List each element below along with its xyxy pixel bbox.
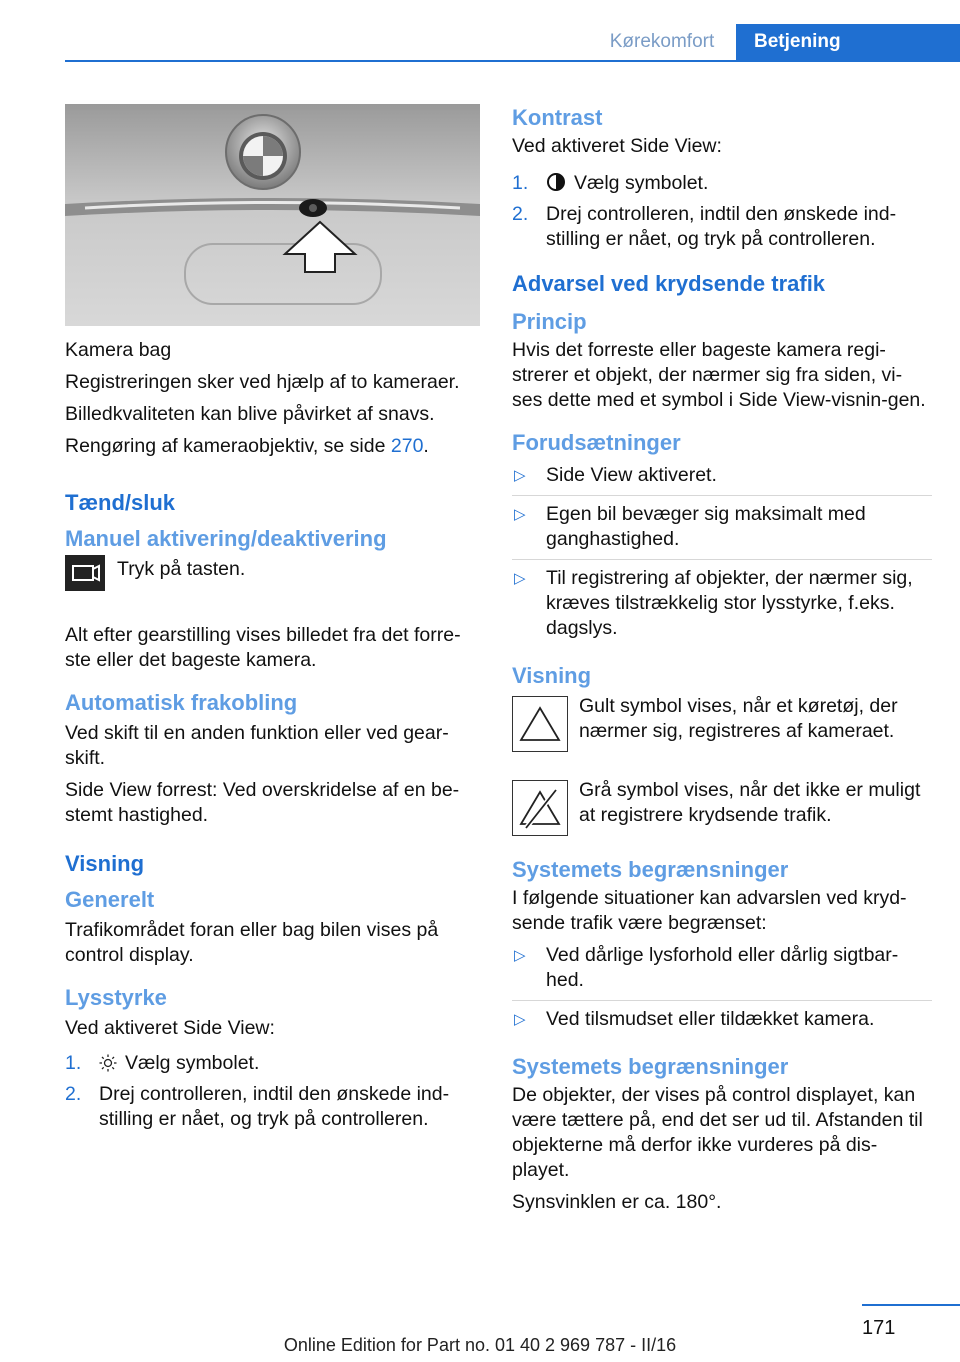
- text-begraensninger-2: De objekter, der vises på control displayet, kan være tættere på, end det ser ud til. Afstanden til objekterne må derfor ikke vurderes på dis-playet.: [512, 1084, 923, 1181]
- text-trafikomraade: Trafikområdet foran eller bag bilen vises på control display.: [65, 919, 439, 966]
- heading-automatisk: Automatisk frakobling: [65, 690, 298, 715]
- contrast-icon: [546, 172, 566, 192]
- button-instruction: [65, 557, 480, 609]
- bullet-triangle-icon: ▷: [514, 467, 526, 484]
- text-gearstilling: Alt efter gearstilling vises billedet fra det forre-ste eller det bageste kamera.: [65, 624, 461, 671]
- tab-korekomfort[interactable]: Kørekomfort: [609, 31, 715, 52]
- lysstyrke-steps: [65, 1051, 480, 1132]
- heading-visning-right: Visning: [512, 663, 592, 688]
- grey-symbol-row: [512, 778, 932, 838]
- gult-symbol-text: Gult symbol vises, når et køretøj, der nærmer sig, registreres af kameraet.: [579, 695, 898, 742]
- text-image-quality: Billedkvaliteten kan blive påvirket af snavs.: [65, 403, 435, 425]
- rear-camera-photo: [65, 104, 480, 326]
- cleaning-suffix: .: [423, 435, 429, 457]
- tab-betjening[interactable]: Betjening: [736, 24, 960, 60]
- list-item: [512, 463, 932, 496]
- bullet-text: Ved tilsmudset eller tildækket kamera.: [546, 1008, 875, 1030]
- list-item: [512, 171, 932, 196]
- cleaning-prefix: Rengøring af kameraobjektiv, se side: [65, 435, 391, 457]
- step-number: 2.: [512, 203, 529, 225]
- page-number: 171: [862, 1317, 896, 1339]
- step-text: Vælg symbolet.: [125, 1052, 260, 1074]
- heading-princip: Princip: [512, 309, 587, 334]
- camera-button-icon: [65, 555, 105, 591]
- heading-visning: Visning: [65, 851, 145, 876]
- text-skift: Ved skift til en anden funktion eller ved gear-skift.: [65, 722, 449, 769]
- text-two-cameras: Registreringen sker ved hjælp af to kameraer.: [65, 371, 460, 393]
- text-begraensninger-1: I følgende situationer kan advarslen ved kryd-sende trafik være begrænset:: [512, 887, 907, 934]
- bullet-triangle-icon: ▷: [514, 1011, 526, 1028]
- heading-generelt: Generelt: [65, 887, 155, 912]
- bullet-text: Egen bil bevæger sig maksimalt med ganghastighed.: [546, 503, 866, 550]
- heading-manuel: Manuel aktivering/deaktivering: [65, 526, 387, 551]
- list-item: [65, 1082, 480, 1132]
- step-text: Drej controlleren, indtil den ønskede ind-stilling er nået, og tryk på controlleren.: [99, 1083, 450, 1130]
- list-item: [512, 566, 932, 648]
- bullet-text: Til registrering af objekter, der nærmer sig, kræves tilstrækkelig stor lysstyrke, f.eks. dagslys.: [546, 567, 913, 639]
- right-column: [512, 104, 932, 1222]
- bullet-triangle-icon: ▷: [514, 947, 526, 964]
- heading-begraensninger-1: Systemets begrænsninger: [512, 857, 789, 882]
- heading-lysstyrke: Lysstyrke: [65, 985, 167, 1010]
- text-lys-side-view: Ved aktiveret Side View:: [65, 1017, 275, 1039]
- page-header: [0, 24, 960, 62]
- heading-begraensninger-2: Systemets begrænsninger: [512, 1054, 789, 1079]
- brightness-icon: [99, 1054, 117, 1072]
- warning-triangle-icon: [512, 696, 568, 752]
- step-number: 2.: [65, 1083, 82, 1105]
- step-number: 1.: [65, 1052, 82, 1074]
- kontrast-steps: [512, 171, 932, 252]
- text-cleaning: [65, 434, 480, 459]
- warning-triangle-crossed-icon: [512, 780, 568, 836]
- text-synsvinkel: Synsvinklen er ca. 180°.: [512, 1191, 722, 1213]
- heading-tend-sluk: Tænd/sluk: [65, 490, 176, 515]
- list-item: [512, 943, 932, 1001]
- graa-symbol-text: Grå symbol vises, når det ikke er muligt at registrere krydsende trafik.: [579, 779, 921, 826]
- photo-caption: Kamera bag: [65, 339, 172, 361]
- bullet-triangle-icon: ▷: [514, 570, 526, 587]
- page-link-270[interactable]: 270: [390, 435, 424, 457]
- heading-advarsel: Advarsel ved krydsende trafik: [512, 271, 826, 296]
- footer-rule: [862, 1304, 960, 1306]
- left-column: [65, 104, 480, 1142]
- heading-kontrast: Kontrast: [512, 105, 603, 130]
- tryk-text: Tryk på tasten.: [117, 558, 246, 580]
- heading-forudsaetninger: Forudsætninger: [512, 430, 681, 455]
- bullet-text: Ved dårlige lysforhold eller dårlig sigtbar-hed.: [546, 944, 899, 991]
- step-number: 1.: [512, 172, 529, 194]
- list-item: [512, 502, 932, 560]
- forudsaetninger-list: [512, 463, 932, 648]
- bullet-text: Side View aktiveret.: [546, 464, 717, 486]
- begraensninger-list: [512, 943, 932, 1039]
- list-item: [512, 1007, 932, 1039]
- step-text: Drej controlleren, indtil den ønskede ind-stilling er nået, og tryk på controlleren.: [546, 203, 897, 250]
- bullet-triangle-icon: ▷: [514, 506, 526, 523]
- list-item: [65, 1051, 480, 1076]
- list-item: [512, 202, 932, 252]
- footer-edition: Online Edition for Part no. 01 40 2 969 787 - II/16: [283, 1335, 677, 1355]
- text-kontrast-side-view: Ved aktiveret Side View:: [512, 135, 722, 157]
- text-side-view: Side View forrest: Ved overskridelse af en be-stemt hastighed.: [65, 779, 460, 826]
- header-rule: [65, 60, 960, 62]
- yellow-symbol-row: [512, 694, 932, 764]
- text-princip: Hvis det forreste eller bageste kamera regi-strerer et objekt, der nærmer sig fra siden, vi-ses dette med et symbol i Side View-visnin-gen.: [512, 339, 926, 411]
- step-text: Vælg symbolet.: [574, 172, 709, 194]
